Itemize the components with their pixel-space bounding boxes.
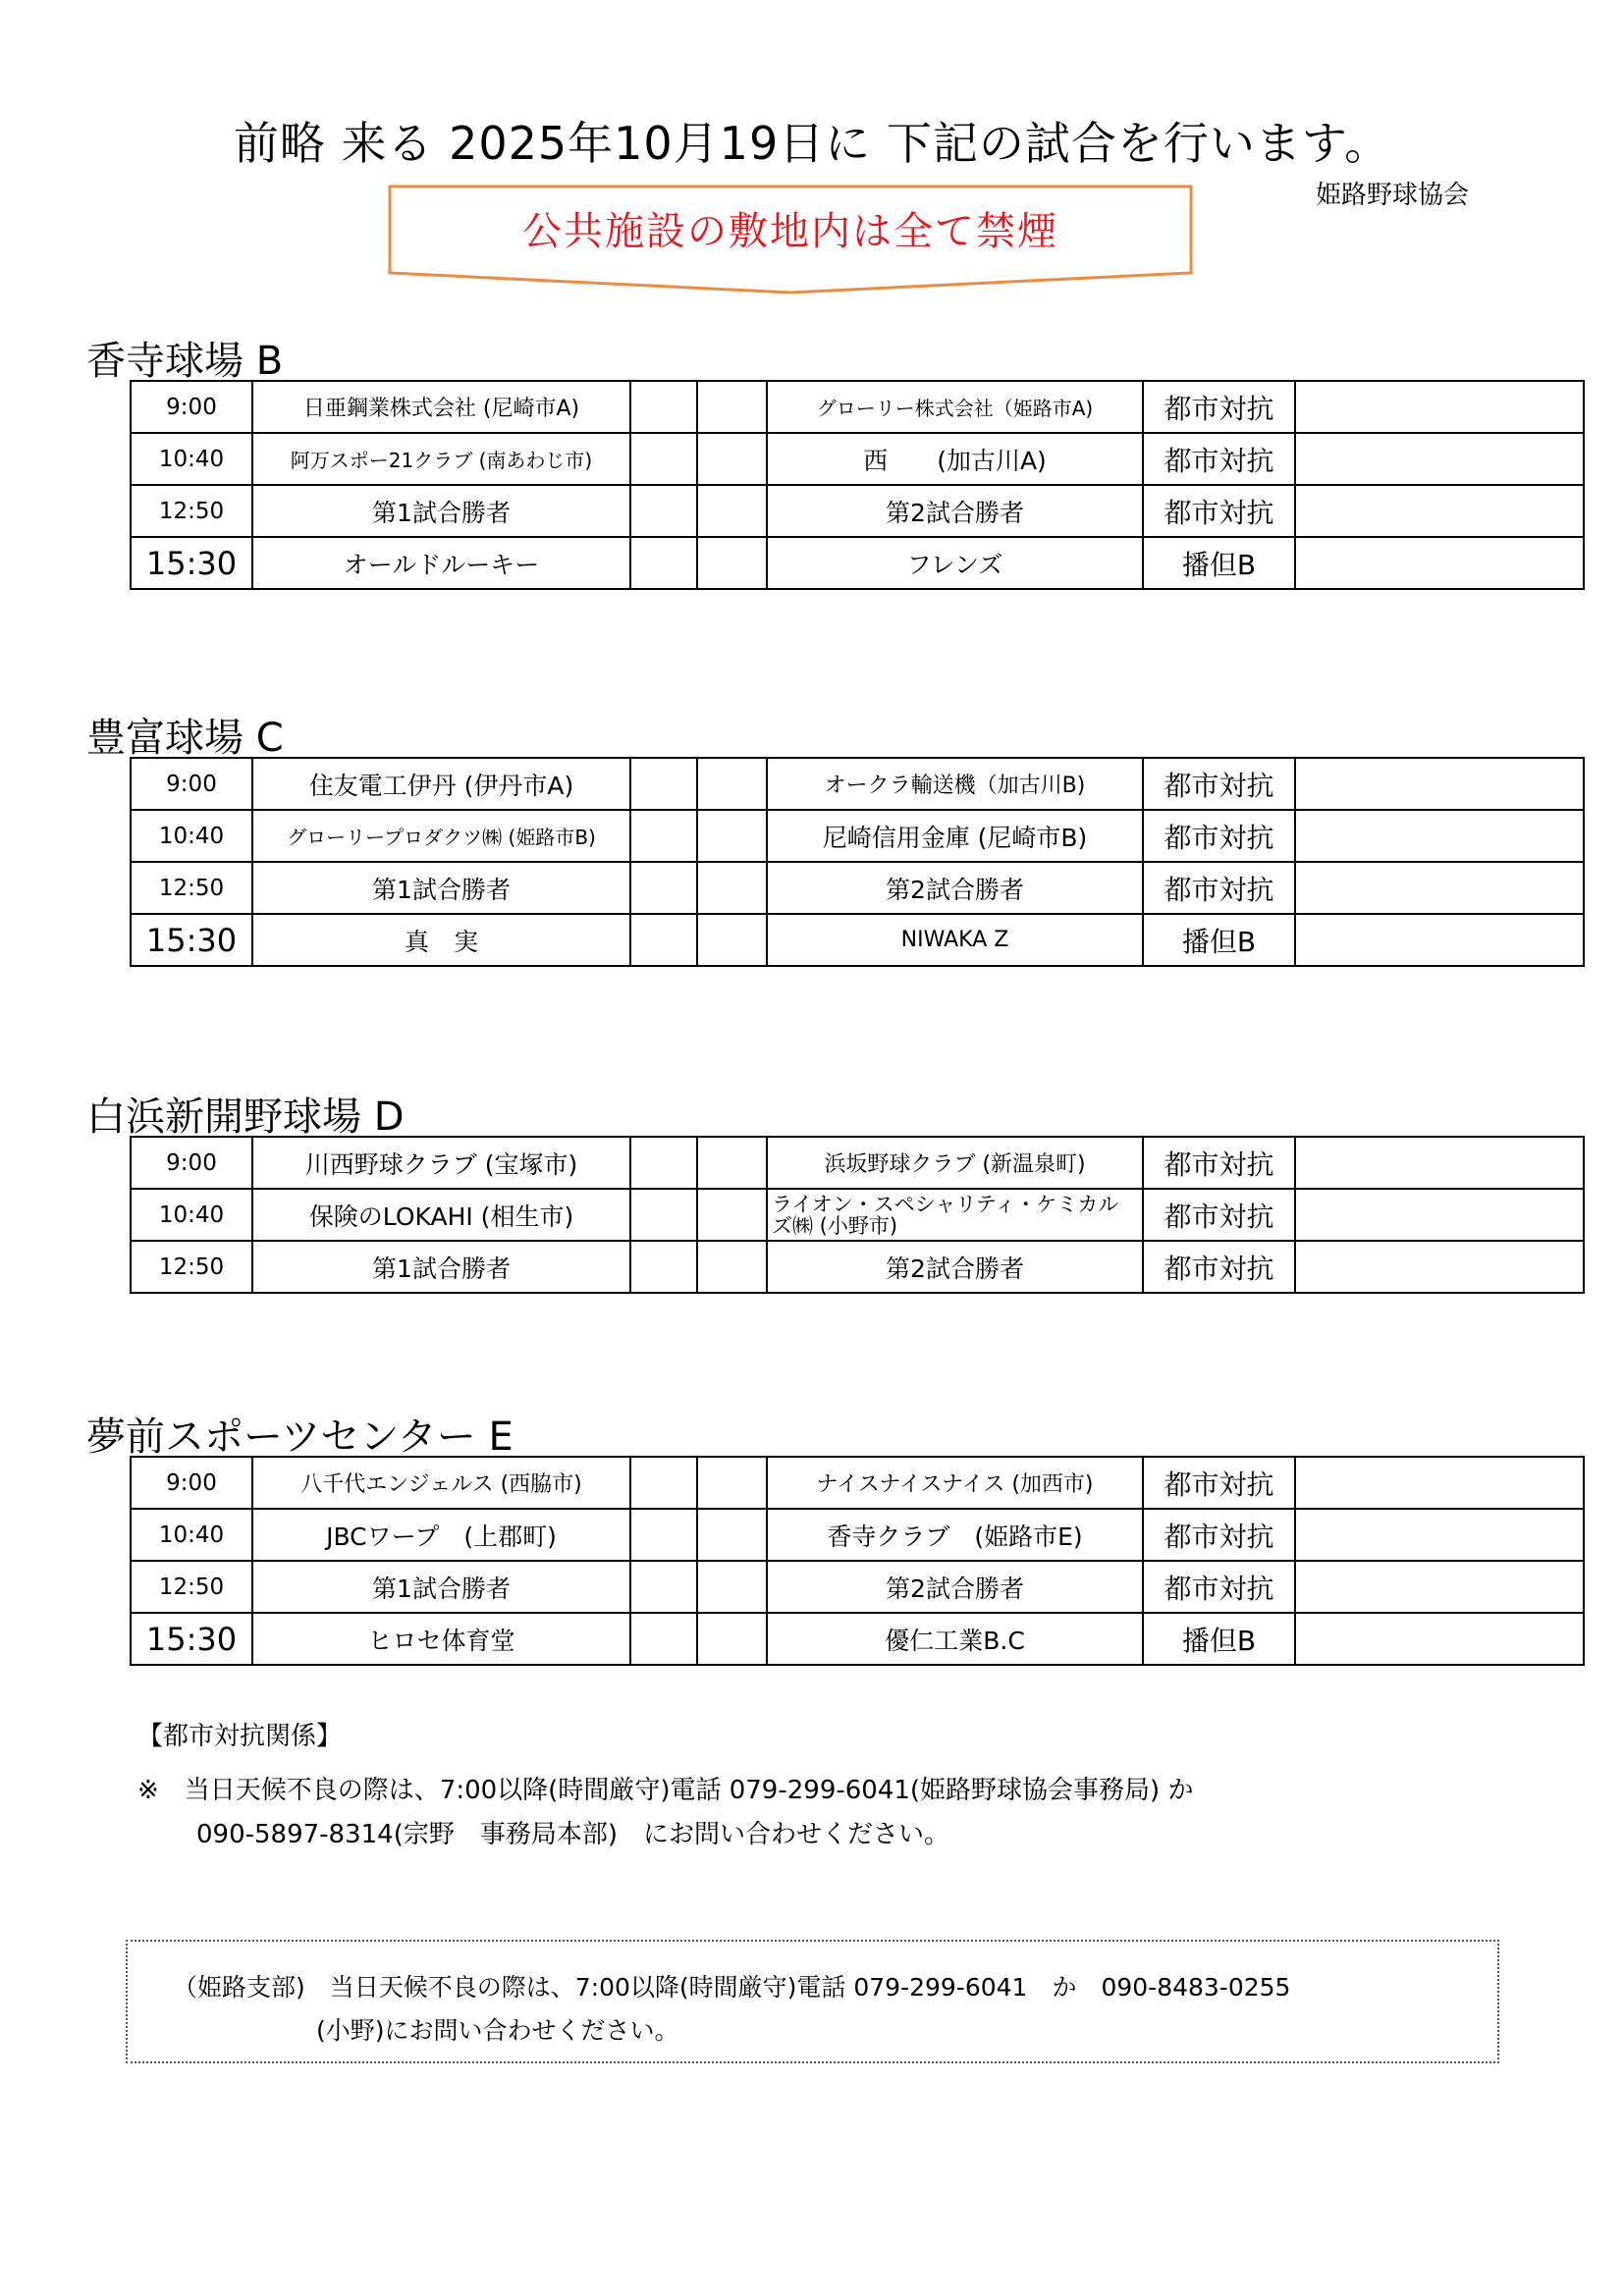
team1-cell: オールドルーキー bbox=[252, 537, 630, 589]
time-cell: 12:50 bbox=[131, 485, 252, 537]
team1-cell: 第1試合勝者 bbox=[252, 485, 630, 537]
team2-cell: 第2試合勝者 bbox=[767, 862, 1143, 914]
score2-cell bbox=[697, 1457, 767, 1509]
division-cell: 都市対抗 bbox=[1143, 1509, 1295, 1561]
table-row bbox=[131, 758, 1584, 810]
table-row bbox=[131, 1457, 1584, 1509]
team1-cell: 住友電工伊丹 (伊丹市A) bbox=[252, 758, 630, 810]
score1-cell bbox=[630, 1241, 697, 1293]
score2-cell bbox=[697, 485, 767, 537]
team2-cell: 第2試合勝者 bbox=[767, 485, 1143, 537]
score1-cell bbox=[630, 810, 697, 862]
remarks-cell bbox=[1295, 1457, 1584, 1509]
team2-cell: オークラ輸送機（加古川B) bbox=[767, 758, 1143, 810]
score1-cell bbox=[630, 1189, 697, 1241]
score1-cell bbox=[630, 1561, 697, 1613]
score1-cell bbox=[630, 537, 697, 589]
organizer-name: 姫路野球協会 bbox=[1316, 181, 1470, 210]
team2-cell: 優仁工業B.C bbox=[767, 1613, 1143, 1665]
time-cell: 9:00 bbox=[131, 1457, 252, 1509]
schedule-table bbox=[130, 380, 1585, 590]
table-row bbox=[131, 1509, 1584, 1561]
time-cell: 15:30 bbox=[131, 537, 252, 589]
team1-cell: 保険のLOKAHI (相生市) bbox=[252, 1189, 630, 1241]
team2-cell: 第2試合勝者 bbox=[767, 1561, 1143, 1613]
score2-cell bbox=[697, 381, 767, 433]
team1-cell: 第1試合勝者 bbox=[252, 1561, 630, 1613]
team2-cell: 尼崎信用金庫 (尼崎市B) bbox=[767, 810, 1143, 862]
score2-cell bbox=[697, 1561, 767, 1613]
score1-cell bbox=[630, 862, 697, 914]
team1-cell: 阿万スポー21クラブ (南あわじ市) bbox=[252, 433, 630, 485]
team2-cell: フレンズ bbox=[767, 537, 1143, 589]
time-cell: 15:30 bbox=[131, 914, 252, 966]
team2-cell: 第2試合勝者 bbox=[767, 1241, 1143, 1293]
table-row bbox=[131, 1189, 1584, 1241]
team2-cell: ライオン・スペシャリティ・ケミカルズ㈱ (小野市) bbox=[767, 1189, 1143, 1241]
division-cell: 都市対抗 bbox=[1143, 810, 1295, 862]
venue-title: 豊富球場 C bbox=[86, 716, 284, 761]
score1-cell bbox=[630, 485, 697, 537]
time-cell: 10:40 bbox=[131, 810, 252, 862]
score1-cell bbox=[630, 381, 697, 433]
score1-cell bbox=[630, 758, 697, 810]
venue-title: 夢前スポーツセンター E bbox=[86, 1415, 514, 1460]
table-row bbox=[131, 1561, 1584, 1613]
division-cell: 都市対抗 bbox=[1143, 1137, 1295, 1189]
division-cell: 都市対抗 bbox=[1143, 433, 1295, 485]
division-cell: 都市対抗 bbox=[1143, 485, 1295, 537]
branch-notice-line: (小野)にお問い合わせください。 bbox=[316, 2016, 679, 2045]
schedule-table bbox=[130, 1456, 1585, 1666]
table-row bbox=[131, 485, 1584, 537]
team2-cell: NIWAKA Z bbox=[767, 914, 1143, 966]
table-row bbox=[131, 537, 1584, 589]
team1-cell: 第1試合勝者 bbox=[252, 1241, 630, 1293]
time-cell: 9:00 bbox=[131, 758, 252, 810]
page-title: 前略 来る 2025年10月19日に 下記の試合を行います。 bbox=[233, 117, 1391, 170]
venue-title: 白浜新開野球場 D bbox=[86, 1095, 405, 1140]
remarks-cell bbox=[1295, 1561, 1584, 1613]
division-cell: 都市対抗 bbox=[1143, 1457, 1295, 1509]
division-cell: 播但B bbox=[1143, 914, 1295, 966]
remarks-cell bbox=[1295, 810, 1584, 862]
division-cell: 都市対抗 bbox=[1143, 381, 1295, 433]
remarks-cell bbox=[1295, 1509, 1584, 1561]
remarks-cell bbox=[1295, 758, 1584, 810]
team2-cell: ナイスナイスナイス (加西市) bbox=[767, 1457, 1143, 1509]
remarks-cell bbox=[1295, 1189, 1584, 1241]
banner-text: 公共施設の敷地内は全て禁煙 bbox=[522, 209, 1058, 254]
score2-cell bbox=[697, 1241, 767, 1293]
team1-cell: 川西野球クラブ (宝塚市) bbox=[252, 1137, 630, 1189]
remarks-cell bbox=[1295, 914, 1584, 966]
notes-line: ※ 当日天候不良の際は、7:00以降(時間厳守)電話 079-299-6041(姫路野球協会事務局) か bbox=[137, 1776, 1194, 1805]
table-row bbox=[131, 914, 1584, 966]
table-row bbox=[131, 433, 1584, 485]
division-cell: 播但B bbox=[1143, 537, 1295, 589]
score2-cell bbox=[697, 537, 767, 589]
score2-cell bbox=[697, 758, 767, 810]
score2-cell bbox=[697, 433, 767, 485]
remarks-cell bbox=[1295, 381, 1584, 433]
notes-heading: 【都市対抗関係】 bbox=[137, 1722, 343, 1751]
branch-notice-line: （姫路支部) 当日天候不良の際は、7:00以降(時間厳守)電話 079-299-6041 か 090-8483-0255 bbox=[173, 1973, 1291, 2002]
table-row bbox=[131, 381, 1584, 433]
table-row bbox=[131, 1137, 1584, 1189]
time-cell: 12:50 bbox=[131, 1241, 252, 1293]
team2-cell: 浜坂野球クラブ (新温泉町) bbox=[767, 1137, 1143, 1189]
score1-cell bbox=[630, 1509, 697, 1561]
score1-cell bbox=[630, 914, 697, 966]
score2-cell bbox=[697, 862, 767, 914]
team2-cell: グローリー株式会社（姫路市A) bbox=[767, 381, 1143, 433]
venue-title: 香寺球場 B bbox=[86, 339, 284, 384]
score1-cell bbox=[630, 433, 697, 485]
time-cell: 9:00 bbox=[131, 381, 252, 433]
time-cell: 12:50 bbox=[131, 1561, 252, 1613]
team2-cell: 香寺クラブ (姫路市E) bbox=[767, 1509, 1143, 1561]
remarks-cell bbox=[1295, 1613, 1584, 1665]
score2-cell bbox=[697, 1137, 767, 1189]
team2-cell: 西 (加古川A) bbox=[767, 433, 1143, 485]
team1-cell: 第1試合勝者 bbox=[252, 862, 630, 914]
schedule-table bbox=[130, 1136, 1585, 1294]
score1-cell bbox=[630, 1457, 697, 1509]
score2-cell bbox=[697, 1613, 767, 1665]
time-cell: 12:50 bbox=[131, 862, 252, 914]
remarks-cell bbox=[1295, 862, 1584, 914]
score1-cell bbox=[630, 1613, 697, 1665]
division-cell: 都市対抗 bbox=[1143, 862, 1295, 914]
table-row bbox=[131, 1241, 1584, 1293]
team1-cell: JBCワープ (上郡町) bbox=[252, 1509, 630, 1561]
division-cell: 都市対抗 bbox=[1143, 1241, 1295, 1293]
score1-cell bbox=[630, 1137, 697, 1189]
remarks-cell bbox=[1295, 485, 1584, 537]
score2-cell bbox=[697, 1509, 767, 1561]
division-cell: 都市対抗 bbox=[1143, 758, 1295, 810]
score2-cell bbox=[697, 810, 767, 862]
time-cell: 15:30 bbox=[131, 1613, 252, 1665]
remarks-cell bbox=[1295, 1137, 1584, 1189]
remarks-cell bbox=[1295, 1241, 1584, 1293]
remarks-cell bbox=[1295, 433, 1584, 485]
no-smoking-banner bbox=[388, 185, 1193, 294]
team1-cell: ヒロセ体育堂 bbox=[252, 1613, 630, 1665]
division-cell: 都市対抗 bbox=[1143, 1189, 1295, 1241]
score2-cell bbox=[697, 1189, 767, 1241]
schedule-table bbox=[130, 757, 1585, 967]
time-cell: 10:40 bbox=[131, 1189, 252, 1241]
score2-cell bbox=[697, 914, 767, 966]
team1-cell: 真 実 bbox=[252, 914, 630, 966]
notes-line: 090-5897-8314(宗野 事務局本部) にお問い合わせください。 bbox=[196, 1820, 950, 1849]
remarks-cell bbox=[1295, 537, 1584, 589]
table-row bbox=[131, 1613, 1584, 1665]
time-cell: 10:40 bbox=[131, 433, 252, 485]
division-cell: 都市対抗 bbox=[1143, 1561, 1295, 1613]
table-row bbox=[131, 862, 1584, 914]
team1-cell: グローリープロダクツ㈱ (姫路市B) bbox=[252, 810, 630, 862]
team1-cell: 日亜鋼業株式会社 (尼崎市A) bbox=[252, 381, 630, 433]
time-cell: 9:00 bbox=[131, 1137, 252, 1189]
team1-cell: 八千代エンジェルス (西脇市) bbox=[252, 1457, 630, 1509]
time-cell: 10:40 bbox=[131, 1509, 252, 1561]
division-cell: 播但B bbox=[1143, 1613, 1295, 1665]
table-row bbox=[131, 810, 1584, 862]
